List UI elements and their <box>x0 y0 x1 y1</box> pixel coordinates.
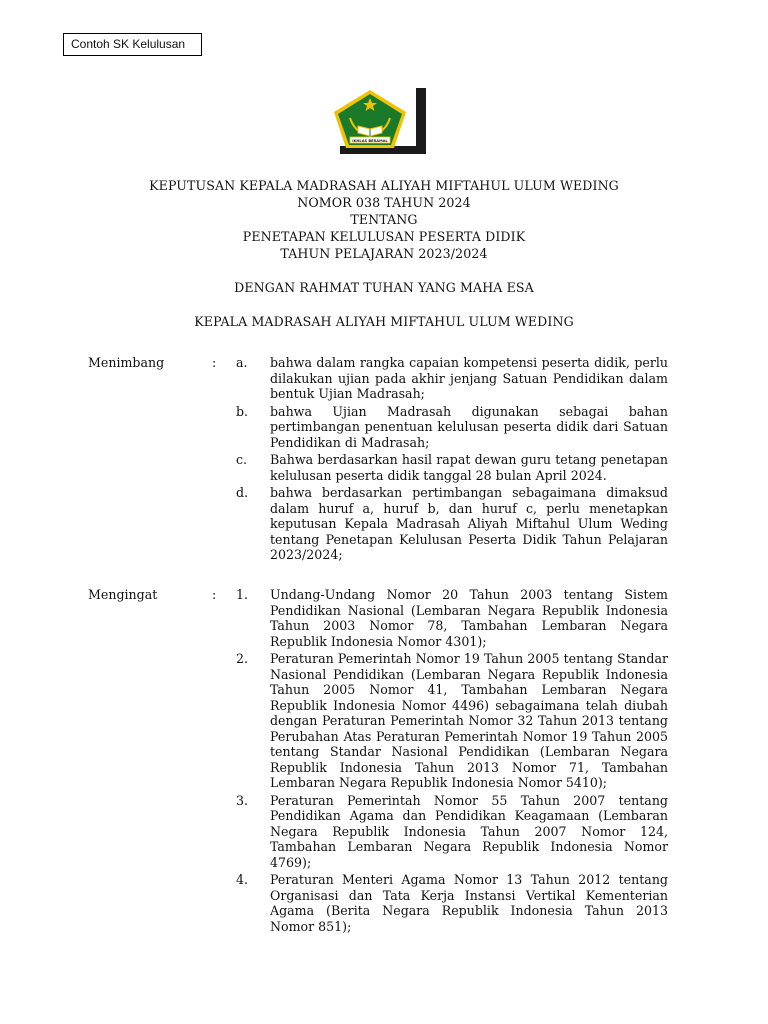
item-marker: a. <box>236 355 248 370</box>
decree-number: NOMOR 038 TAHUN 2024 <box>297 195 471 210</box>
item-text: bahwa Ujian Madrasah digunakan sebagai bahan pertimbangan penentuan kelulusan peserta didik dari Satuan Pendidikan di Madrasah; <box>270 403 668 450</box>
logo-banner-text: IKHLAS BERAMAL <box>352 138 388 143</box>
item-text: bahwa berdasarkan pertimbangan sebagaimana dimaksud dalam huruf a, huruf b, dan huruf c, perlu menetapkan keputusan Kepala Madrasah Aliyah Miftahul Ulum Weding tentang Penetapan Kelulusan Peserta Didik Tahun Pelajaran 2023/2024; <box>270 485 668 562</box>
item-marker: 3. <box>236 792 249 808</box>
menimbang-section <box>88 355 668 565</box>
item-marker: c. <box>236 452 248 467</box>
kemenag-emblem-icon <box>330 88 430 154</box>
mengingat-item <box>88 651 668 791</box>
decree-title: KEPUTUSAN KEPALA MADRASAH ALIYAH MIFTAHUL ULUM WEDING <box>149 178 619 193</box>
item-text: Peraturan Menteri Agama Nomor 13 Tahun 2012 tentang Organisasi dan Tata Kerja Instansi Vertikal Kementerian Agama (Berita Negara Republik Indonesia Tahun 2013 Nomor 851); <box>270 872 668 934</box>
menimbang-colon: : <box>212 355 217 370</box>
item-text: Bahwa berdasarkan hasil rapat dewan guru tetang penetapan kelulusan peserta didik tanggal 28 bulan April 2024. <box>270 452 668 483</box>
mengingat-section <box>88 587 668 936</box>
decree-academic-year: TAHUN PELAJARAN 2023/2024 <box>280 246 488 261</box>
mengingat-item <box>88 872 668 934</box>
document-tag: Contoh SK Kelulusan <box>63 33 202 56</box>
menimbang-item <box>88 404 668 451</box>
item-text: bahwa dalam rangka capaian kompetensi peserta didik, perlu dilakukan ujian pada akhir jenjang Satuan Pendidikan dalam bentuk Ujian Madrasah; <box>270 355 668 401</box>
item-marker: 1. <box>236 587 249 602</box>
menimbang-item <box>88 355 668 402</box>
kemenag-logo <box>330 88 430 154</box>
decree-about-label: TENTANG <box>350 212 418 227</box>
decree-invocation: DENGAN RAHMAT TUHAN YANG MAHA ESA <box>234 280 534 295</box>
menimbang-item <box>88 485 668 563</box>
item-text: Peraturan Pemerintah Nomor 19 Tahun 2005 tentang Standar Nasional Pendidikan (Lembaran Negara Republik Indonesia Tahun 2005 Nomor 41, Tambahan Lembaran Negara Republik Indonesia Nomor 4496) sebagaimana telah diubah dengan Peraturan Pemerintah Nomor 32 Tahun 2013 tentang Perubahan Atas Peraturan Pemerintah Nomor 19 Tahun 2005 tentang Standar Nasional Pendidikan (Lembaran Negara Republik Indonesia Tahun 2013 Nomor 71, Tambahan Lembaran Negara Republik Indonesia Nomor 5410); <box>270 651 668 790</box>
mengingat-item <box>88 793 668 871</box>
mengingat-item <box>88 587 668 649</box>
decree-header <box>0 177 768 330</box>
menimbang-item <box>88 452 668 483</box>
mengingat-label: Mengingat <box>88 587 158 602</box>
decree-subject: PENETAPAN KELULUSAN PESERTA DIDIK <box>242 229 526 244</box>
item-marker: d. <box>236 485 249 500</box>
item-marker: 4. <box>236 872 249 887</box>
item-text: Undang-Undang Nomor 20 Tahun 2003 tentang Sistem Pendidikan Nasional (Lembaran Negara Republik Indonesia Tahun 2003 Nomor 78, Tambahan Lembaran Negara Republik Indonesia Nomor 4301); <box>270 587 668 649</box>
item-marker: 2. <box>236 651 249 666</box>
decree-issuer: KEPALA MADRASAH ALIYAH MIFTAHUL ULUM WEDING <box>194 314 574 329</box>
item-text: Peraturan Pemerintah Nomor 55 Tahun 2007 tentang Pendidikan Agama dan Pendidikan Keagamaan (Lembaran Negara Republik Indonesia Tahun 2007 Nomor 124, Tambahan Lembaran Negara Republik Indonesia Nomor 4769); <box>270 792 668 870</box>
item-marker: b. <box>236 403 249 419</box>
menimbang-label: Menimbang <box>88 355 165 370</box>
mengingat-colon: : <box>212 587 217 602</box>
